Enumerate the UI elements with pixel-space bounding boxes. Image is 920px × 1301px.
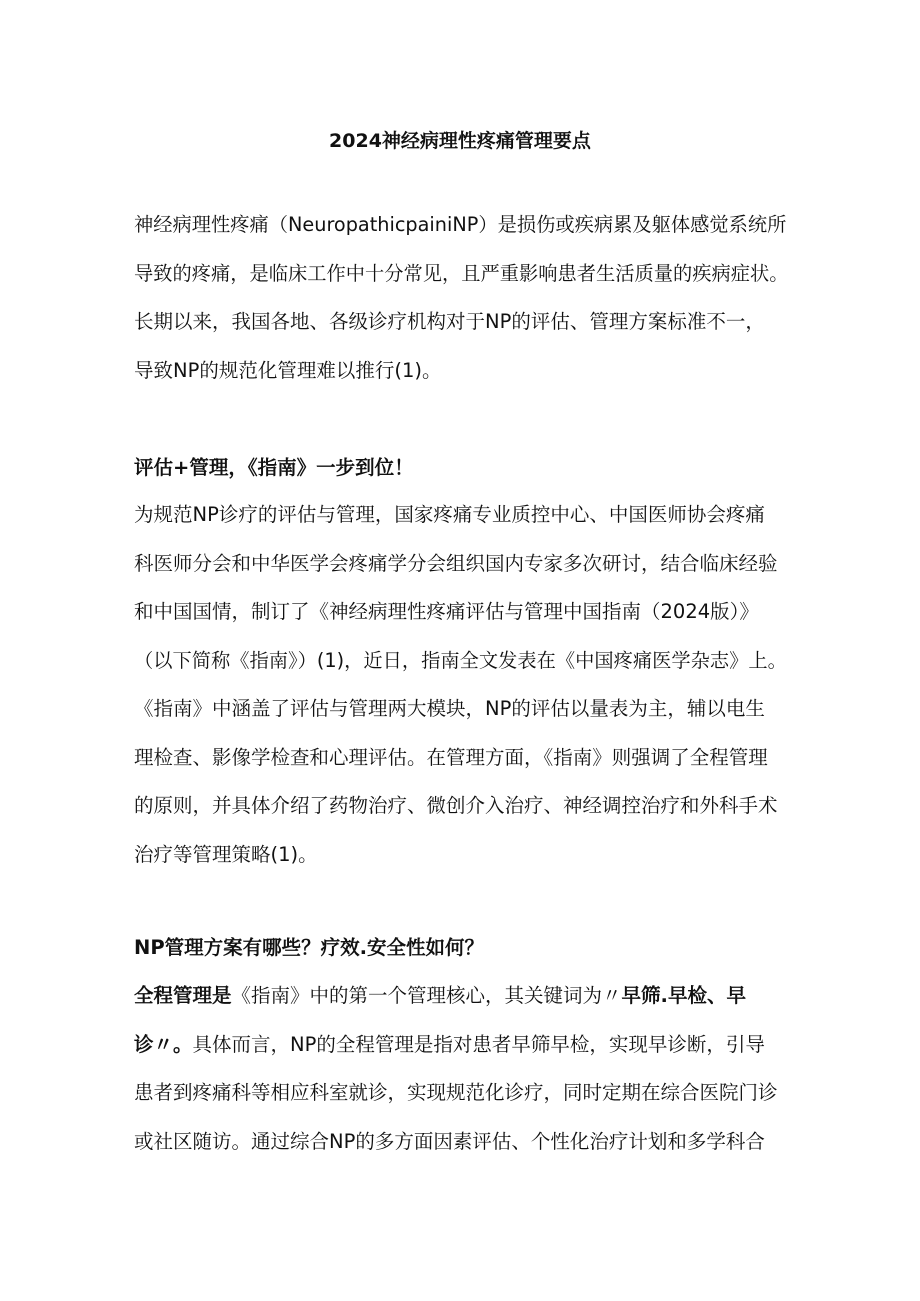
bold-text: 诊〃。: [134, 1032, 193, 1056]
section2-line: 患者到疼痛科等相应科室就诊，实现规范化诊疗，同时定期在综合医院门诊: [134, 1081, 778, 1104]
section2-paragraph: [134, 983, 794, 1177]
section1-line: 治疗等管理策略(1)。: [134, 842, 318, 866]
section2-heading: NP管理方案有哪些？疗效.安全性如何？: [134, 936, 485, 959]
section1-line: 和中国国情，制订了《神经病理性疼痛评估与管理中国指南（2024版）》: [134, 600, 759, 623]
intro-line: 导致的疼痛，是临床工作中十分常见，且严重影响患者生活质量的疾病症状。: [134, 261, 789, 285]
normal-text: 《指南》中的第一个管理核心，其关键词为〃: [231, 984, 622, 1007]
section1-heading: 评估+管理，《指南》一步到位！: [134, 456, 414, 479]
intro-line: 神经病理性疼痛（NeuropathicpainiNP）是损伤或疾病累及躯体感觉系统所: [134, 213, 787, 236]
intro-line: 导致NP的规范化管理难以推行(1)。: [134, 358, 442, 382]
section1-line: 《指南》中涵盖了评估与管理两大模块，NP的评估以量表为主，辅以电生: [134, 697, 765, 720]
section1-line: （以下简称《指南》）(1)，近日，指南全文发表在《中国疼痛医学杂志》上。: [134, 648, 787, 672]
intro-line: 长期以来，我国各地、各级诊疗机构对于NP的评估、管理方案标准不一，: [134, 310, 765, 333]
section2-line: [134, 1032, 794, 1081]
bold-text: 全程管理是: [134, 984, 232, 1007]
section1-line: 理检查、影像学检查和心理评估。在管理方面，《指南》则强调了全程管理: [134, 745, 768, 769]
section2-line: 或社区随访。通过综合NP的多方面因素评估、个性化治疗计划和多学科合: [134, 1129, 765, 1153]
intro-paragraph: [134, 212, 794, 406]
normal-text: 具体而言，NP的全程管理是指对患者早筛早检，实现早诊断，引导: [192, 1032, 765, 1056]
section1-line: 科医师分会和中华医学会疼痛学分会组织国内专家多次研讨，结合临床经验: [134, 551, 778, 575]
section2-line: [134, 983, 794, 1032]
section1-line: 为规范NP诊疗的评估与管理，国家疼痛专业质控中心、中国医师协会疼痛: [134, 503, 765, 526]
bold-text: 早筛.早检、早: [621, 984, 746, 1007]
document-title: 2024神经病理性疼痛管理要点: [329, 130, 591, 152]
section1-line: 的原则，并具体介绍了药物治疗、微创介入治疗、神经调控治疗和外科手术: [134, 794, 778, 817]
section1-paragraph: [134, 502, 794, 890]
